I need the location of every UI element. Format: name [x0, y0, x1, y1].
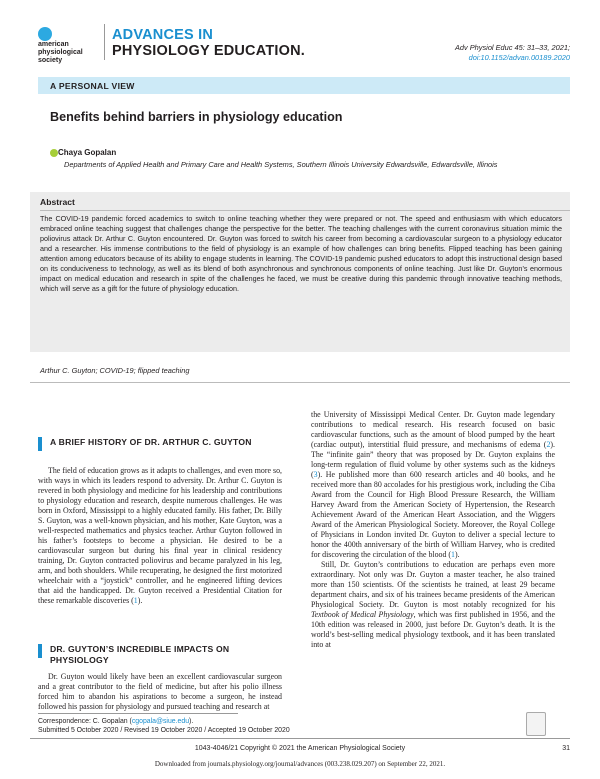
keywords-divider: [30, 382, 570, 383]
reference-link[interactable]: 1: [133, 596, 138, 605]
abstract-text: The COVID-19 pandemic forced academics to switch to online teaching whether they were prepared or not. The speed and enthusiasm with which educators embraced online teaching suggest that challenges change the perspective for the better. The teaching challenges with the current coronavirus situation mimic the poliovirus attack Dr. Arthur C. Guyton encountered. Dr. Guyton was forced to switch his career from becoming a cardiovascular surgeon to a physiology educator and a researcher. His immense contributions to the field of physiology is an example of how challenges can bring benefits. Flipped teaching has been gaining attention among educators because of its ability to engage students in learning. The COVID-19 pandemic pushed educators to adopt this instructional design based on its conduciveness to technology, as well as its blend of both asynchronous and synchronous components of online teaching. Just like Dr. Guyton’s enormous impact on medical education and research in spite of the challenges he faced, we must be creative during this pandemic through innovative teaching methods, which will serve as a gift for the future of physiology education.: [40, 214, 562, 293]
abstract-divider: [40, 210, 570, 211]
author-name[interactable]: Chaya Gopalan: [58, 148, 117, 157]
section-marker-icon: [38, 644, 42, 658]
section-heading-impacts: DR. GUYTON’S INCREDIBLE IMPACTS ON PHYSIOLOGY: [50, 644, 230, 665]
email-link[interactable]: cgopala@siue.edu: [131, 718, 190, 725]
affiliation: Departments of Applied Health and Primary Care and Health Systems, Southern Illinois University Edwardsville, Edwardsville, Illinois: [64, 160, 498, 169]
doi-link[interactable]: doi:10.1152/advan.00189.2020: [468, 53, 570, 62]
section-label: A PERSONAL VIEW: [50, 81, 135, 91]
society-seal-icon: [526, 712, 546, 736]
orcid-icon[interactable]: [50, 149, 58, 157]
article-title: Benefits behind barriers in physiology education: [50, 110, 343, 124]
section-heading-history: A BRIEF HISTORY OF DR. ARTHUR C. GUYTON: [50, 437, 252, 447]
reference-link[interactable]: 1: [451, 550, 455, 559]
footnote: Correspondence: C. Gopalan (cgopala@siue.edu). Submitted 5 October 2020 / Revised 19 October 2020 / Accepted 19 October 2020: [38, 718, 290, 734]
section-marker-icon: [38, 437, 42, 451]
reference-link[interactable]: 2: [546, 440, 551, 449]
footer-divider: [30, 738, 570, 739]
abstract-heading: Abstract: [40, 197, 75, 207]
header-divider: [104, 24, 105, 60]
section-body-impacts: Dr. Guyton would likely have been an excellent cardiovascular surgeon and a great contributor to the field of medicine, but after his polio illness forced him to abandon his aspirations to become a surgeon, he instead followed his passion for physiology and pursued teaching and research at: [38, 672, 282, 711]
keywords: Arthur C. Guyton; COVID-19; flipped teaching: [40, 366, 190, 375]
reference-link[interactable]: 3: [313, 470, 318, 479]
column-two-body: the University of Mississippi Medical Center. Dr. Guyton made legendary contributions to medical research. His research focused on basic cardiovascular functions, such as the amount of blood pumped by the heart (cardiac output), interstitial fluid pressure, and mechanisms of edema (2). The “infinite gain” theory that was proposed by Dr. Guyton explains the long-term regulation of fluid volume by other systems such as the kidneys (3). He published more than 600 research articles and 40 books, and he received more than 80 accolades for his prestigious work, including the Ciba Award from the Council for High Blood Pressure Research, the William Harvey Award from the American Society of Hypertension, the Research Achievement Award of the American Heart Association, and the Wiggers Award of the American Physiological Society. Moreover, the Royal College of Physicians in London invited Dr. Guyton to deliver a special lecture to honor the 400th anniversary of the birth of William Harvey, who is credited for discovering the circulation of the blood (1). Still, Dr. Guyton’s contributions to education are perhaps even more extraordinary. Not only was Dr. Guyton a master teacher, he also trained more than 150 scientists. Of the scientists he trained, at least 29 became department chairs, and six of his trainees became presidents of the American Physiological Society. Dr. Guyton is most notably recognized for his Textbook of Medical Physiology, which was first published in 1956, and the 10th edition was released in 2000, just before Dr. Guyton’s death. It is the world’s best-selling medical physiology textbook, and it has been translated into at: [311, 410, 555, 649]
section-body-history: The field of education grows as it adapts to challenges, and even more so, with ways in which its leaders respond to adversity. Dr. Arthur C. Guyton is revered in both physiology and medicine for his leadership and contributions to physiology education and research, despite numerous challenges. He was born in Oxford, Mississippi to a highly educated family. His father, Dr. Billy S. Guyton, was a well-known physician, and his mother, Kate Guyton, was a well-respected mathematics and physics teacher. Arthur Guyton followed in his father’s footsteps to become a physician. He desired to be a cardiovascular surgeon but during his final year in clinical residency training, Dr. Guyton contracted poliovirus and became paralyzed in his leg, arm, and both shoulders. While recuperating, he designed the first motorized wheelchair with a “joystick” controller, and he engineered lifting devices that aid the handicapped. Dr. Guyton received a Presidential Citation for these remarkable discoveries (1).: [38, 466, 282, 605]
journal-title: ADVANCES IN PHYSIOLOGY EDUCATION.: [112, 27, 305, 59]
society-name: american physiological society: [38, 41, 83, 64]
copyright: 1043-4046/21 Copyright © 2021 the American Physiological Society: [194, 745, 406, 752]
page-number: 31: [562, 745, 570, 752]
citation: Adv Physiol Educ 45: 31–33, 2021; doi:10.1152/advan.00189.2020: [454, 43, 570, 62]
download-notice: Downloaded from journals.physiology.org/journal/advances (003.238.029.207) on September 22, 2021.: [154, 760, 446, 768]
aps-logo-icon: [38, 27, 52, 41]
footnote-divider: [38, 713, 238, 714]
